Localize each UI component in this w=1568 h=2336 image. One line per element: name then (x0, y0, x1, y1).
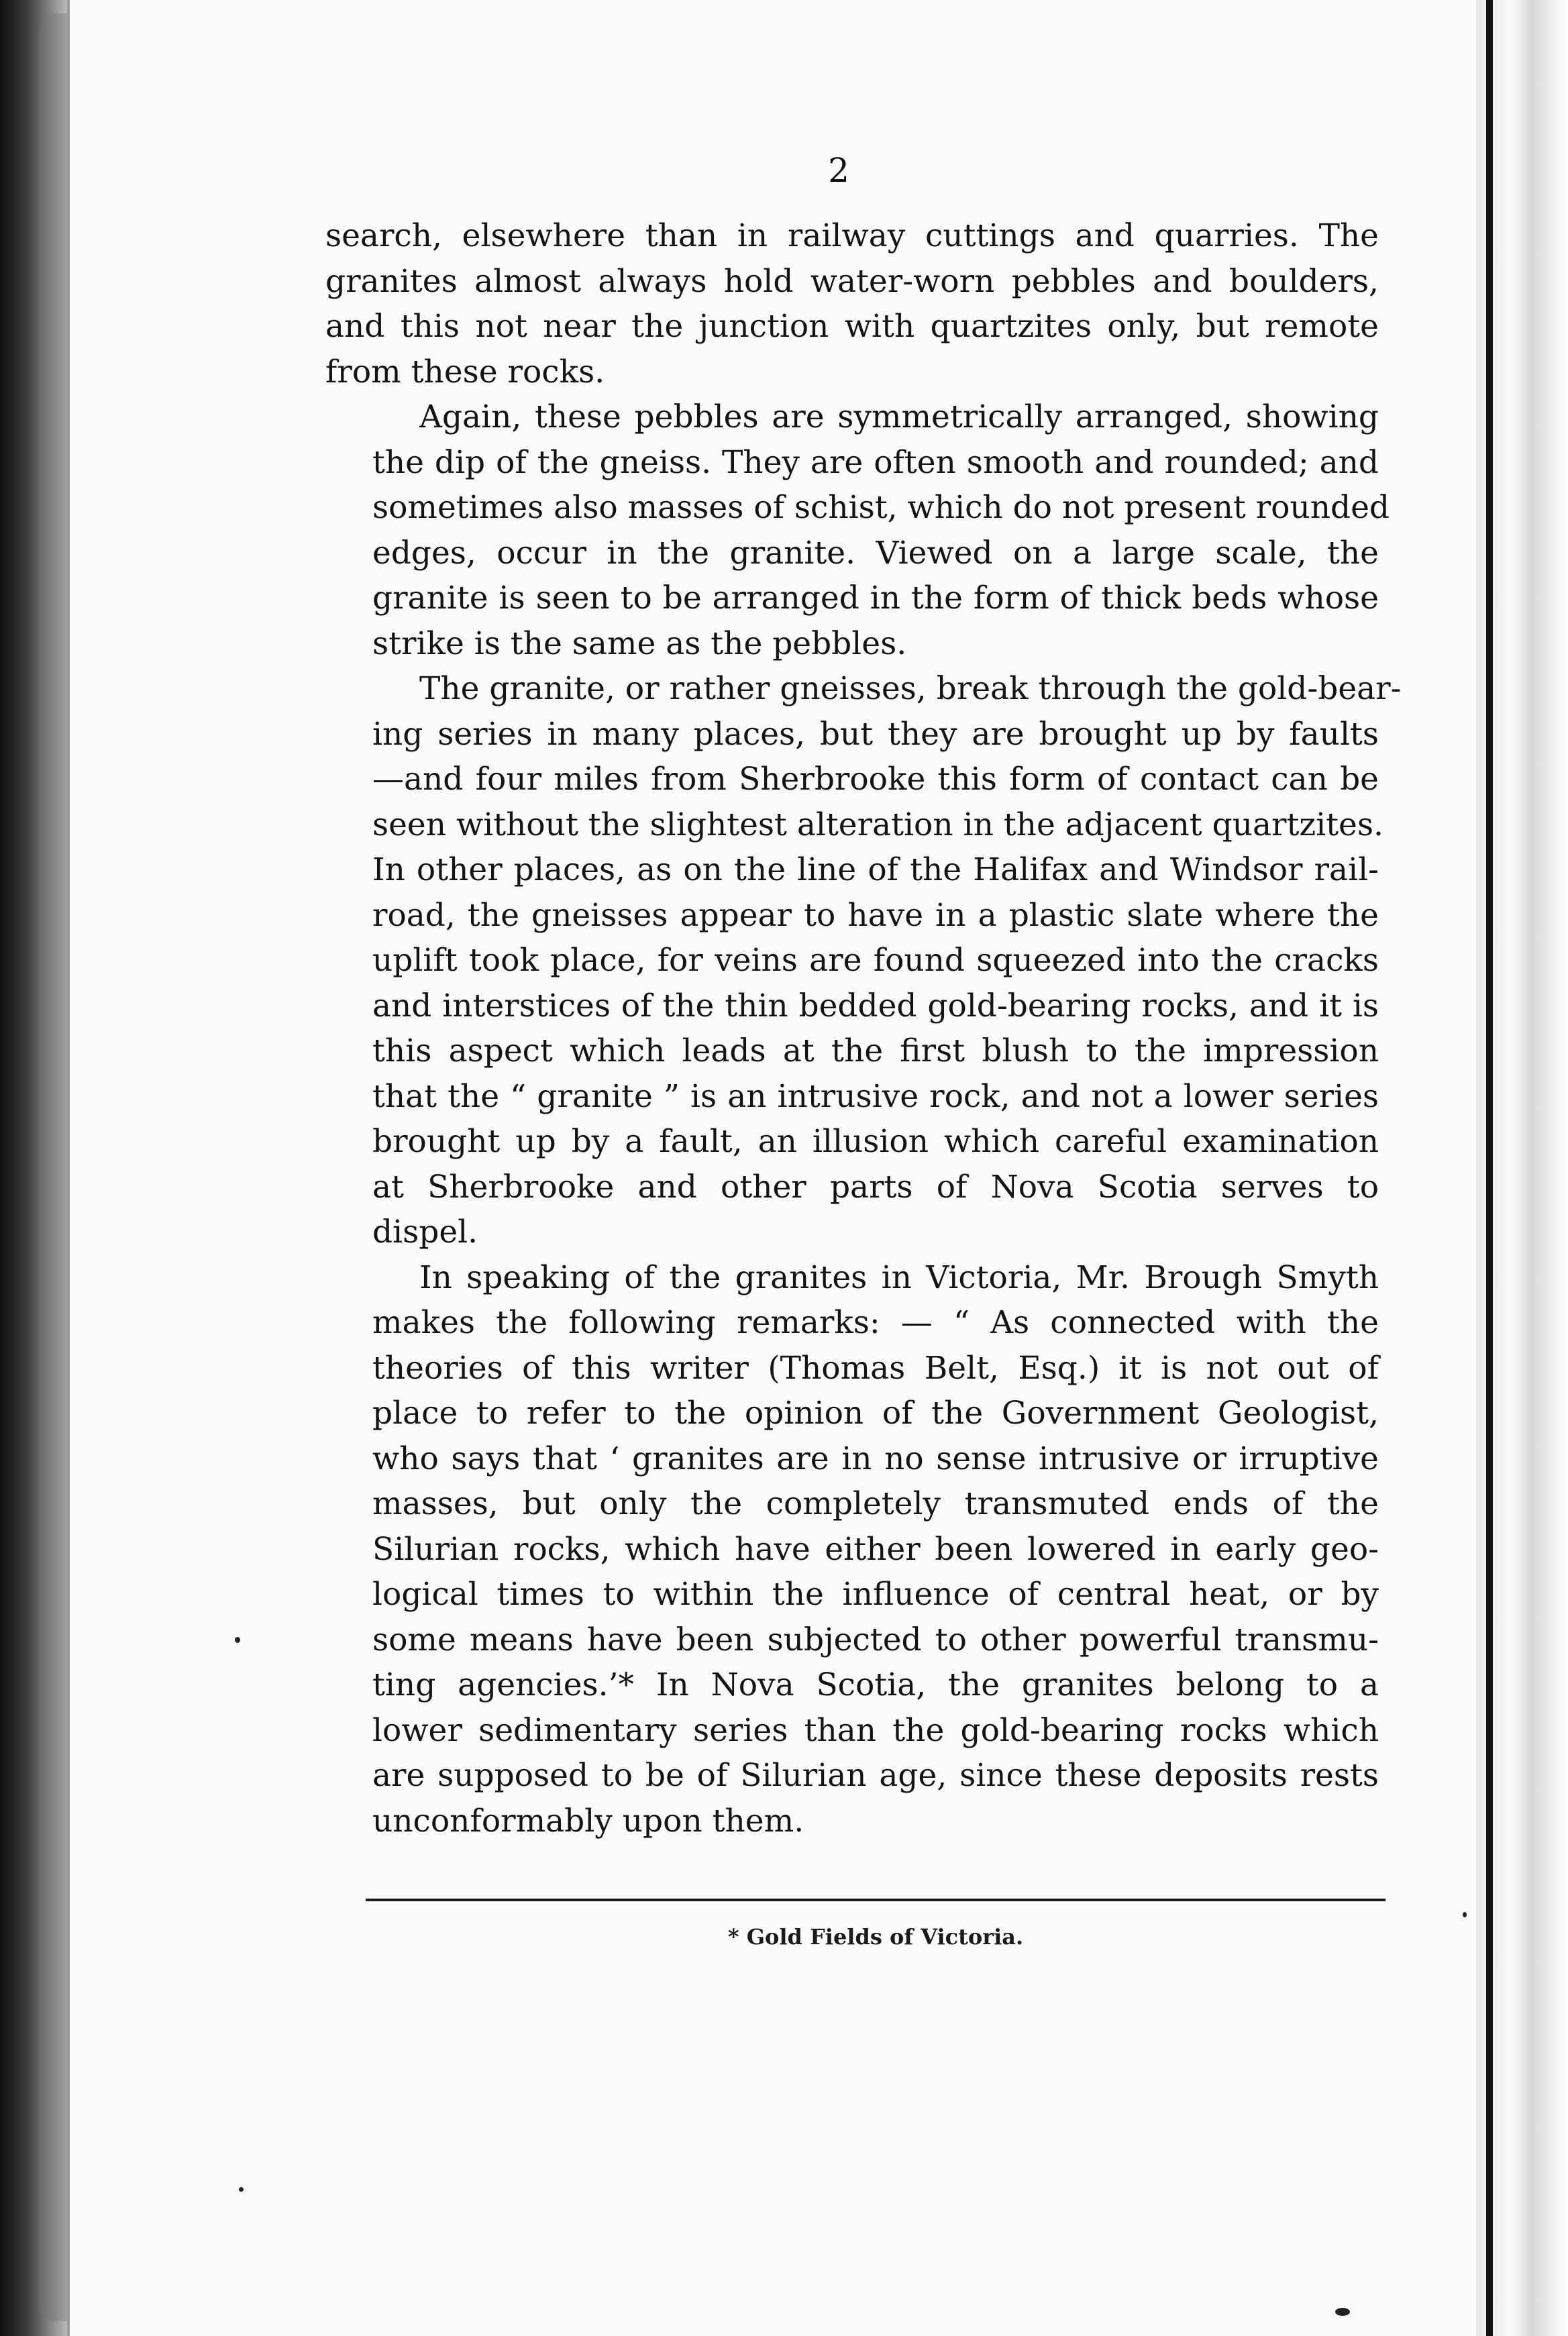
text-line: The granite, or rather gneisses, break through the gold-bear- (419, 670, 1402, 707)
scan-speck (235, 1637, 240, 1643)
text-line: place to refer to the opinion of the Government Geologist, (372, 1395, 1379, 1432)
text-line: and interstices of the thin bedded gold-bearing rocks, and it is (372, 987, 1379, 1024)
text-line: In speaking of the granites in Victoria, Mr. Brough Smyth (419, 1259, 1379, 1296)
text-line: ting agencies.’* In Nova Scotia, the granites belong to a (372, 1666, 1379, 1703)
footnote: * Gold Fields of Victoria. (727, 1924, 1024, 1950)
text-line: lower sedimentary series than the gold-bearing rocks which (372, 1711, 1379, 1749)
scan-border-line (1486, 0, 1493, 2336)
text-line: from these rocks. (325, 353, 605, 390)
text-line: road, the gneisses appear to have in a plastic slate where the (372, 896, 1379, 934)
text-line: unconformably upon them. (372, 1802, 804, 1840)
text-line: and this not near the junction with quartzites only, but remote (325, 308, 1379, 345)
text-line: sometimes also masses of schist, which do not present rounded (372, 489, 1390, 526)
paragraph-2 (325, 394, 1390, 666)
text-line: masses, but only the completely transmuted ends of the (372, 1485, 1379, 1522)
paragraph-4 (325, 1255, 1379, 1844)
text-line: some means have been subjected to other powerful transmu- (372, 1621, 1379, 1658)
text-line: makes the following remarks: — “ As connected with the (372, 1304, 1379, 1341)
text-line: logical times to within the influence of central heat, or by (372, 1576, 1379, 1613)
scan-speck (239, 2187, 244, 2192)
text-line: brought up by a fault, an illusion which careful examination (372, 1123, 1379, 1160)
text-line: strike is the same as the pebbles. (372, 625, 907, 662)
text-line: that the “ granite ” is an intrusive rock, and not a lower series (372, 1077, 1379, 1115)
text-line: this aspect which leads at the first blush to the impression (372, 1032, 1379, 1069)
text-line: at Sherbrooke and other parts of Nova Scotia serves to (372, 1168, 1379, 1206)
text-line: search, elsewhere than in railway cuttings and quarries. The (325, 217, 1379, 254)
text-line: theories of this writer (Thomas Belt, Esq.) it is not out of (372, 1349, 1379, 1387)
text-line: Silurian rocks, which have either been lowered in early geo- (372, 1530, 1379, 1568)
scan-speck (1335, 2308, 1350, 2316)
text-line: Again, these pebbles are symmetrically arranged, showing (419, 399, 1379, 435)
text-line: ing series in many places, but they are brought up by faults (372, 715, 1379, 753)
footnote-rule (366, 1899, 1386, 1901)
text-line: the dip of the gneiss. They are often smooth and rounded; and (372, 443, 1379, 481)
paragraph-1 (325, 213, 1379, 394)
text-line: granites almost always hold water-worn pebbles and boulders, (325, 262, 1379, 300)
text-line: who says that ‘ granites are in no sense intrusive or irruptive (372, 1440, 1379, 1477)
text-line: In other places, as on the line of the Halifax and Windsor rail- (372, 851, 1379, 888)
text-line: dispel. (372, 1214, 478, 1251)
paragraph-3 (325, 666, 1402, 1255)
text-line: seen without the slightest alteration in the adjacent quartzites. (372, 806, 1383, 843)
page-number: 2 (828, 151, 849, 190)
scan-speck (1463, 1912, 1467, 1917)
text-line: granite is seen to be arranged in the form of thick beds whose (372, 580, 1379, 617)
text-line: —and four miles from Sherbrooke this form of contact can be (372, 761, 1379, 798)
text-line: are supposed to be of Silurian age, since these deposits rests (372, 1757, 1379, 1794)
text-line: uplift took place, for veins are found squeezed into the cracks (372, 942, 1379, 979)
body-text (325, 213, 1402, 1844)
text-line: edges, occur in the granite. Viewed on a large scale, the (372, 534, 1379, 572)
